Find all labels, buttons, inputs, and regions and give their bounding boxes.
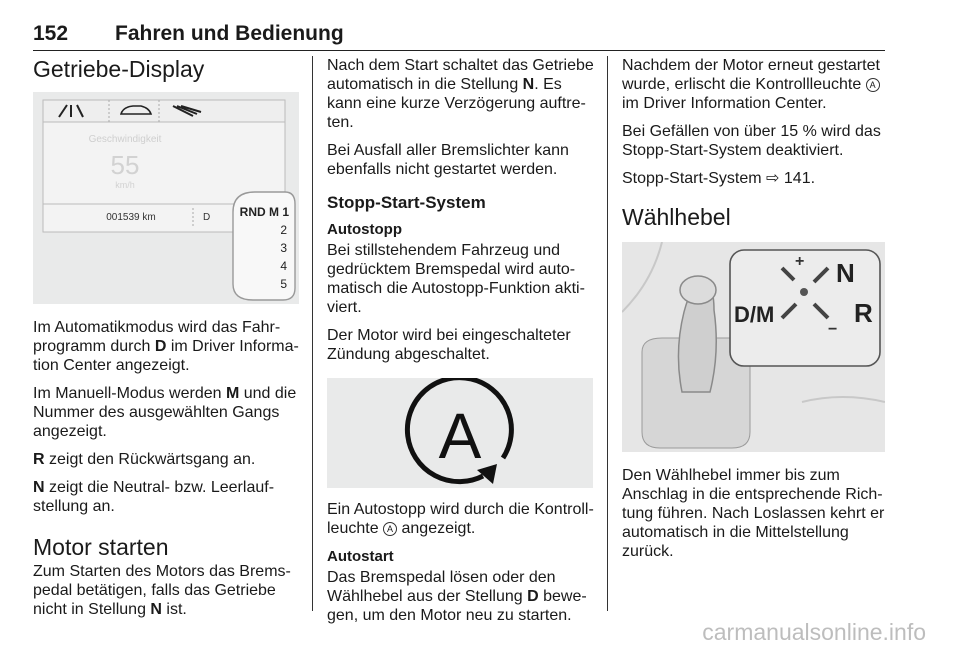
gear-4: 4 xyxy=(280,259,287,273)
gear-3: 3 xyxy=(280,241,287,255)
page-reference-icon: ⇨ xyxy=(766,170,780,187)
page-number: 152 xyxy=(33,22,69,45)
paragraph: Nach dem Start schaltet das Getriebe automatisch in die Stellung N. Es kann eine kurze Verzögerung auftreten. xyxy=(327,57,594,131)
paragraph: Das Bremspedal lösen oder den Wählhebel aus der Stellung D bewegen, um den Motor neu zu starten. xyxy=(327,569,587,624)
gear-indicator-small: D xyxy=(203,212,211,223)
gear-5: 5 xyxy=(280,277,287,291)
column-2 xyxy=(327,56,595,634)
column-divider xyxy=(312,56,313,611)
gear-lever-figure xyxy=(622,242,885,452)
lever-plus-label: + xyxy=(795,253,805,270)
lever-dm-label: D/M xyxy=(734,302,775,327)
autostop-letter: A xyxy=(438,400,482,472)
paragraph: Ein Autostopp wird durch die Kontrollleuchte A angezeigt. xyxy=(327,501,594,537)
odometer: 001539 km xyxy=(106,212,156,223)
section-title-stopp-start: Stopp-Start-System xyxy=(327,193,486,212)
chapter-title: Fahren und Bedienung xyxy=(115,22,344,45)
autostop-symbol xyxy=(327,378,593,488)
speed-unit: km/h xyxy=(115,180,135,190)
lever-n-label: N xyxy=(836,258,855,288)
page-header xyxy=(33,20,885,51)
paragraph: Bei Ausfall aller Bremslichter kann ebenfalls nicht gestartet werden. xyxy=(327,142,569,178)
column-3 xyxy=(622,56,888,570)
paragraph: N zeigt die Neutral- bzw. Leerlaufstellung an. xyxy=(33,479,275,515)
autostop-indicator-icon: A xyxy=(383,522,397,536)
gear-row: RND M 1 xyxy=(239,205,289,219)
paragraph: Bei stillstehendem Fahrzeug und gedrücktem Bremspedal wird automatisch die Autostopp-Funktion aktiviert. xyxy=(327,242,585,316)
paragraph: Stopp-Start-System ⇨ 141. xyxy=(622,170,816,187)
paragraph: Nachdem der Motor erneut gestartet wurde, erlischt die Kontrollleuchte A im Driver Information Center. xyxy=(622,57,880,112)
subheading-autostopp: Autostopp xyxy=(327,221,402,238)
section-title-getriebe-display: Getriebe-Display xyxy=(33,56,205,82)
paragraph: Den Wählhebel immer bis zum Anschlag in die entsprechende Richtung führen. Nach Loslassen kehrt er automatisch in die Mittelstellung zurück. xyxy=(622,467,885,560)
autostop-symbol-figure xyxy=(327,378,593,488)
autostop-indicator-icon: A xyxy=(866,78,880,92)
lever-minus-label: − xyxy=(828,321,838,338)
section-title-motor-starten: Motor starten xyxy=(33,534,169,560)
section-title-waehlhebel: Wählhebel xyxy=(622,204,731,230)
paragraph: R zeigt den Rückwärtsgang an. xyxy=(33,451,256,468)
speed-value: 55 xyxy=(110,150,140,180)
paragraph: Der Motor wird bei eingeschalteter Zündung abgeschaltet. xyxy=(327,327,571,363)
lever-r-label: R xyxy=(854,298,873,328)
speed-label: Geschwindigkeit xyxy=(88,134,162,145)
transmission-display-illustration xyxy=(33,92,299,304)
watermark: carmanualsonline.info xyxy=(702,619,926,645)
paragraph: Im Automatikmodus wird das Fahrprogramm durch D im Driver Information Center angezeigt. xyxy=(33,319,299,374)
paragraph: Bei Gefällen von über 15 % wird das Stopp-Start-System deaktiviert. xyxy=(622,123,881,159)
column-divider xyxy=(607,56,608,611)
column-1 xyxy=(33,56,301,628)
paragraph: Zum Starten des Motors das Bremspedal betätigen, falls das Getriebe nicht in Stellung N ist. xyxy=(33,563,291,618)
paragraph: Im Manuell-Modus werden M und die Nummer des ausgewählten Gangs angezeigt. xyxy=(33,385,297,440)
gear-2: 2 xyxy=(280,223,287,237)
subheading-autostart: Autostart xyxy=(327,548,394,565)
gear-lever-illustration xyxy=(622,242,885,452)
transmission-display-figure xyxy=(33,92,299,304)
